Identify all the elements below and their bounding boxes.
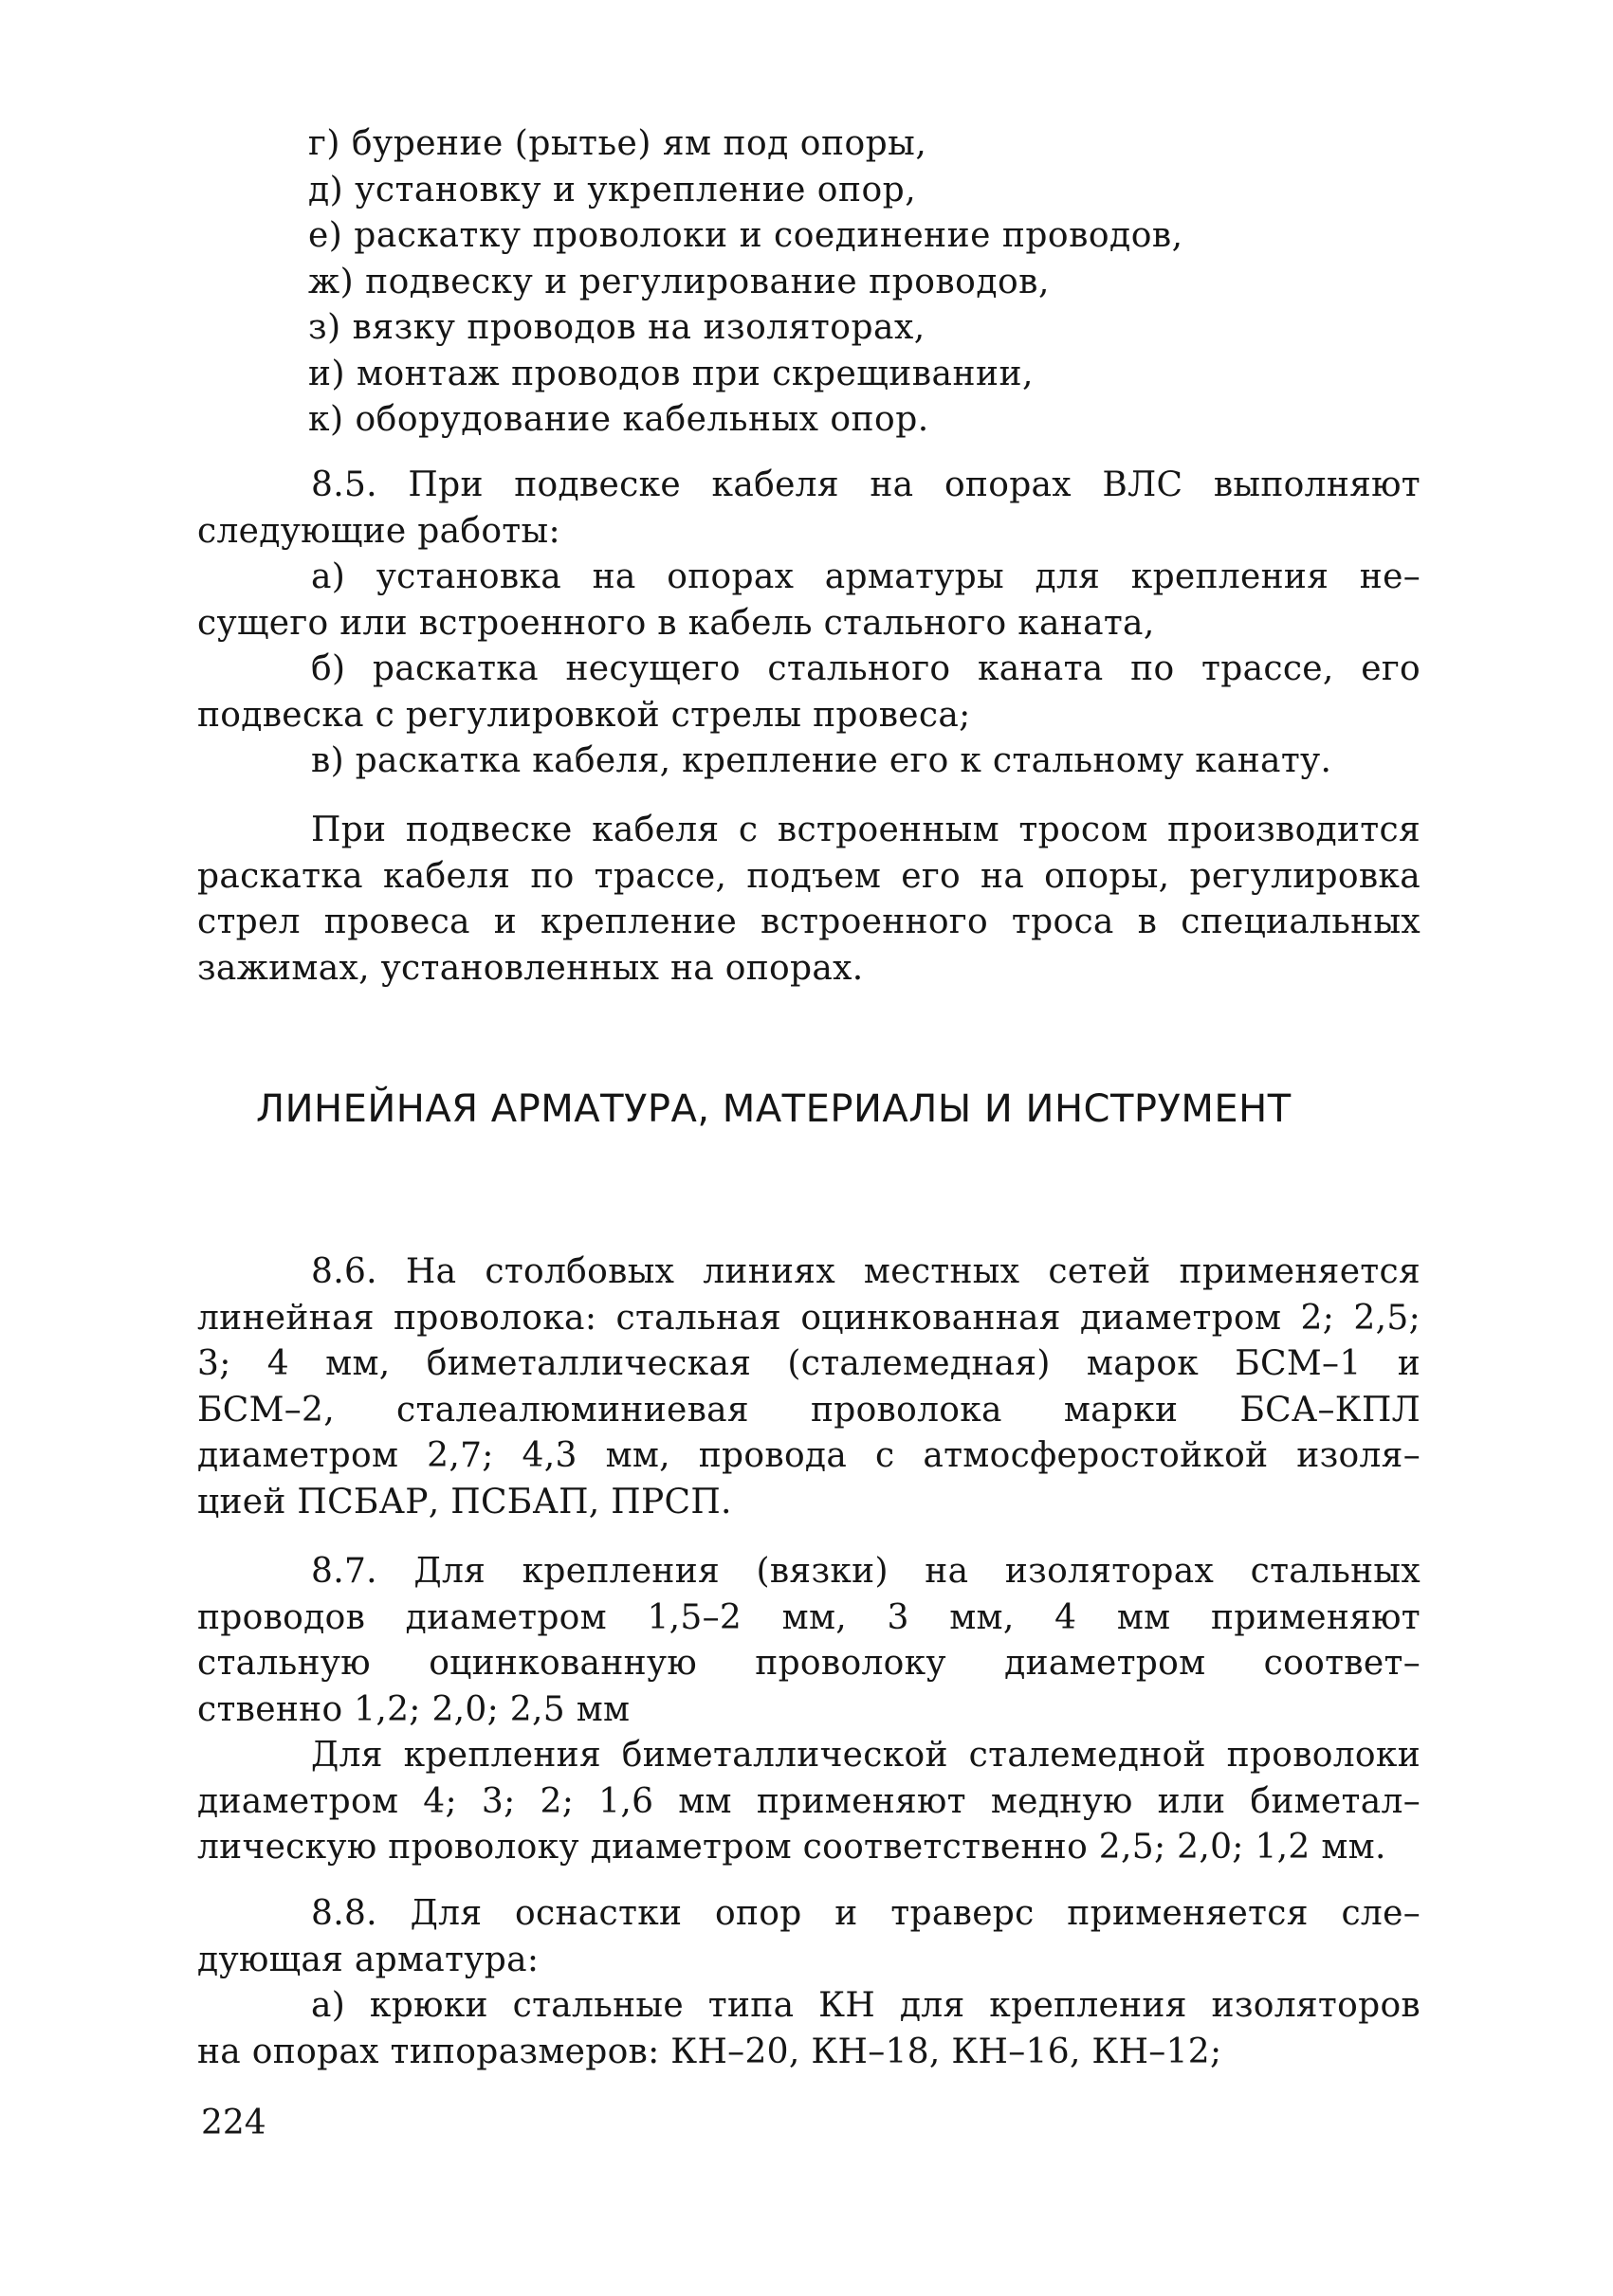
paragraph-line: раскатка кабеля по трассе, подъем его на опоры, регулировка bbox=[197, 856, 1421, 896]
work-list bbox=[308, 121, 1427, 444]
paragraph-line: диаметром 2,7; 4,3 мм, провода с атмосферостойкой изоля– bbox=[197, 1436, 1421, 1475]
paragraph-line: БСМ–2, сталеалюминиевая проволока марки БСА–КПЛ bbox=[197, 1390, 1421, 1430]
paragraph-line: а) установка на опорах арматуры для крепления не– bbox=[311, 557, 1421, 596]
paragraph-line: 8.7. Для крепления (вязки) на изоляторах стальных bbox=[311, 1552, 1421, 1591]
paragraph-cable-suspension bbox=[197, 808, 1421, 992]
paragraph-line: цией ПСБАР, ПСБАП, ПРСП. bbox=[197, 1482, 732, 1522]
paragraph-line: диаметром 4; 3; 2; 1,6 мм применяют медную или биметал– bbox=[197, 1781, 1421, 1821]
paragraph-line: стальную оцинкованную проволоку диаметром соответ– bbox=[197, 1644, 1421, 1683]
paragraph-line: линейная проволока: стальная оцинкованная диаметром 2; 2,5; bbox=[197, 1298, 1421, 1338]
list-item: е) раскатку проволоки и соединение проводов, bbox=[308, 216, 1183, 255]
paragraph-line: а) крюки стальные типа КН для крепления изоляторов bbox=[311, 1986, 1421, 2025]
paragraph-line: на опорах типоразмеров: КН–20, КН–18, КН–16, КН–12; bbox=[197, 2032, 1222, 2071]
list-item: и) монтаж проводов при скрещивании, bbox=[308, 354, 1034, 393]
list-item: з) вязку проводов на изоляторах, bbox=[308, 308, 926, 347]
paragraph-line: б) раскатка несущего стального каната по трассе, его bbox=[311, 649, 1421, 688]
paragraph-line: сущего или встроенного в кабель стального каната, bbox=[197, 603, 1155, 643]
list-item: к) оборудование кабельных опор. bbox=[308, 400, 929, 439]
paragraph-line: следующие работы: bbox=[197, 511, 560, 551]
paragraph-line: зажимах, установленных на опорах. bbox=[197, 948, 864, 988]
paragraph-line: При подвеске кабеля с встроенным тросом производится bbox=[311, 811, 1421, 849]
paragraph-line: ственно 1,2; 2,0; 2,5 мм bbox=[197, 1689, 631, 1729]
paragraph-8-6 bbox=[197, 1249, 1421, 1525]
paragraph-line: подвеска с регулировкой стрелы провеса; bbox=[197, 695, 971, 735]
paragraph-line: лическую проволоку диаметром соответственно 2,5; 2,0; 1,2 мм. bbox=[197, 1828, 1386, 1867]
list-item: д) установку и укрепление опор, bbox=[308, 170, 917, 210]
paragraph-8-5 bbox=[197, 463, 1421, 785]
paragraph-line: Для крепления биметаллической сталемедной проволоки bbox=[311, 1736, 1421, 1775]
paragraph-line: 8.8. Для оснастки опор и траверс применяется сле– bbox=[311, 1894, 1421, 1933]
list-item: ж) подвеску и регулирование проводов, bbox=[308, 262, 1050, 301]
paragraph-8-8 bbox=[197, 1891, 1421, 2075]
paragraph-8-7 bbox=[197, 1549, 1421, 1871]
paragraph-line: стрел провеса и крепление встроенного троса в специальных bbox=[197, 902, 1421, 941]
section-heading: ЛИНЕЙНАЯ АРМАТУРА, МАТЕРИАЛЫ И ИНСТРУМЕНТ bbox=[256, 1087, 1292, 1131]
paragraph-line: проводов диаметром 1,5–2 мм, 3 мм, 4 мм применяют bbox=[197, 1597, 1421, 1637]
paragraph-line: дующая арматура: bbox=[197, 1940, 540, 1979]
paragraph-line: 8.5. При подвеске кабеля на опорах ВЛС выполняют bbox=[311, 465, 1421, 504]
list-item: г) бурение (рытье) ям под опоры, bbox=[308, 124, 927, 163]
paragraph-line: 3; 4 мм, биметаллическая (сталемедная) марок БСМ–1 и bbox=[197, 1344, 1421, 1383]
page-number: 224 bbox=[201, 2104, 266, 2142]
paragraph-line: 8.6. На столбовых линиях местных сетей применяется bbox=[311, 1252, 1421, 1291]
paragraph-line: в) раскатка кабеля, крепление его к стальному канату. bbox=[311, 741, 1332, 780]
